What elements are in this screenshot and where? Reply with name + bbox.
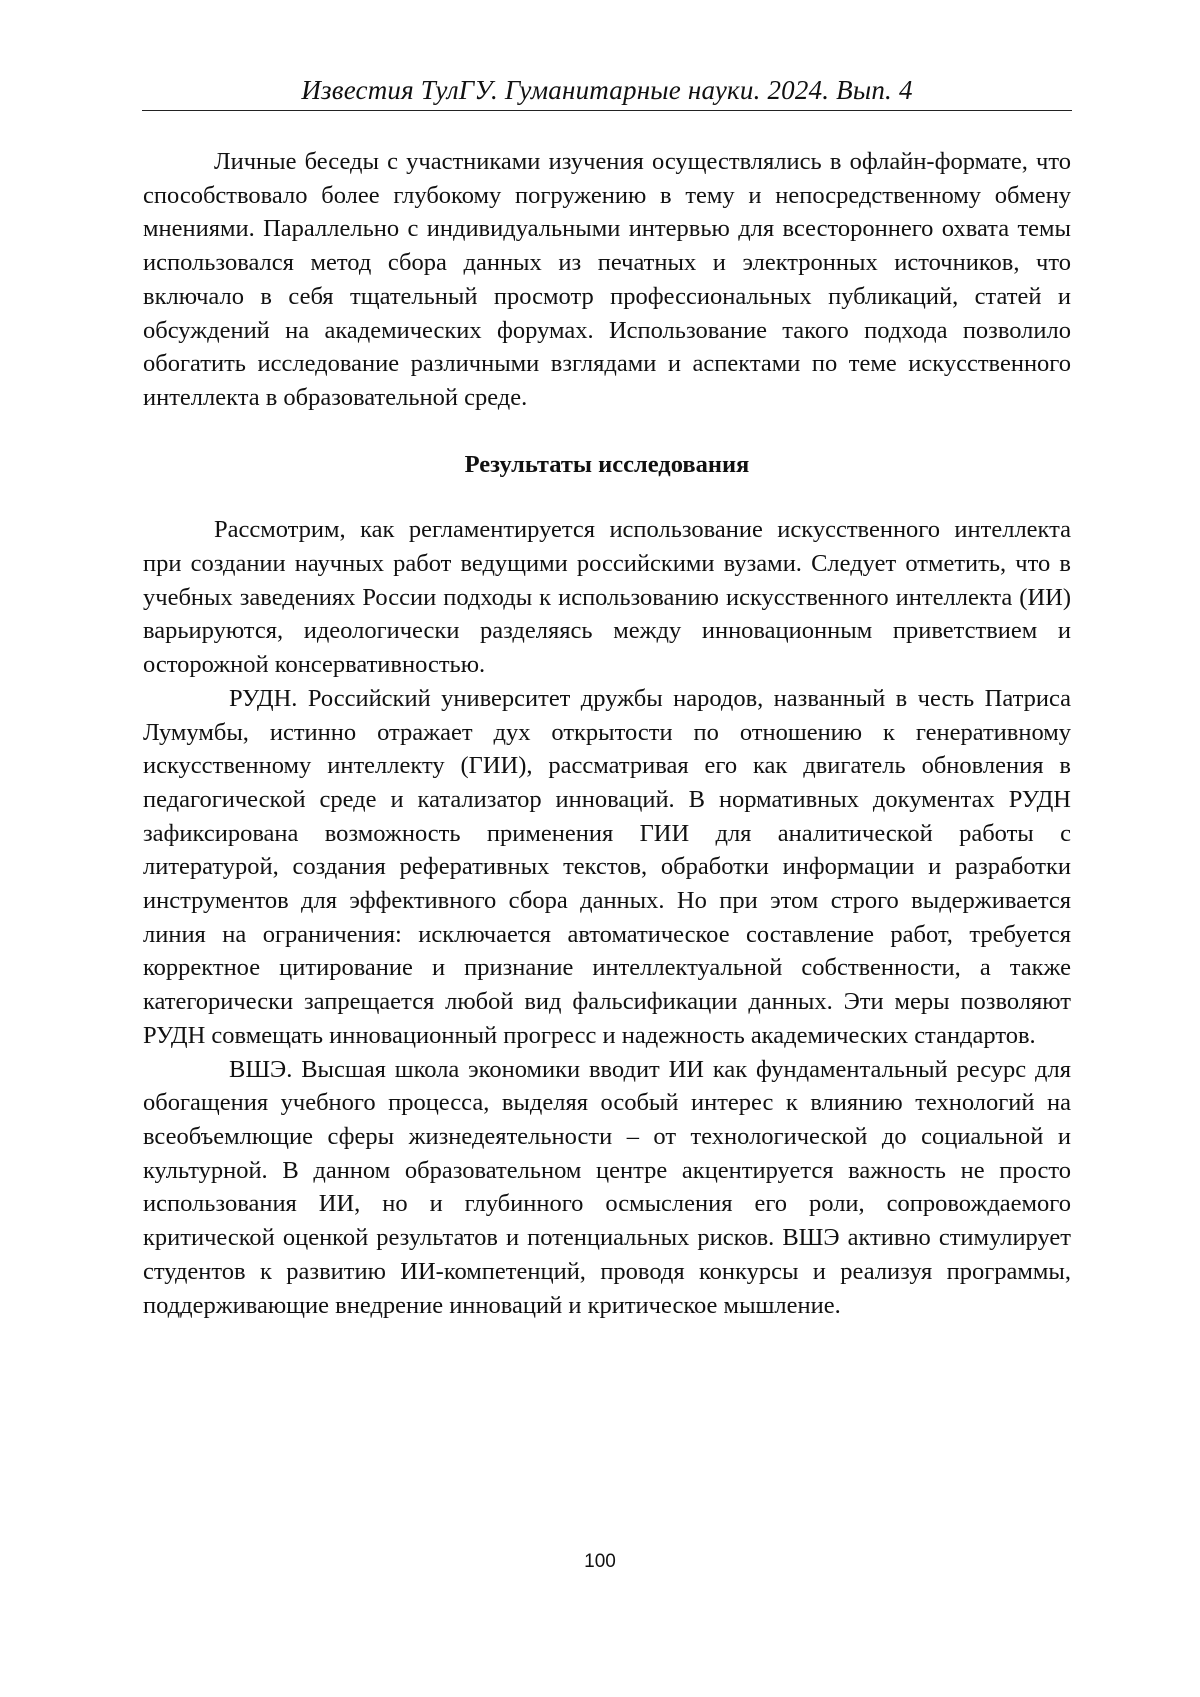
header-divider <box>142 110 1072 111</box>
running-header: Известия ТулГУ. Гуманитарные науки. 2024. Вып. 4 <box>301 75 913 105</box>
paragraph-introduction: Рассмотрим, как регламентируется использование искусственного интеллекта при создании научных работ ведущими российскими вузами. Следует отметить, что в учебных заведениях России подходы к использованию искусственного интеллекта (ИИ) варьируются, идеологически разделяясь между инновационным приветствием и осторожной консервативностью. <box>143 516 1071 679</box>
section-heading: Результаты исследования <box>464 450 750 478</box>
paragraph-hse: ВШЭ. Высшая школа экономики вводит ИИ как фундаментальный ресурс для обогащения учебного процесса, выделяя особый интерес к влиянию технологий на всеобъемлющие сферы жизнедеятельности – от технологической до социальной и культурной. В данном образовательном центре акцентируется важность не просто использования ИИ, но и глубинного осмысления его роли, сопровождаемого критической оценкой результатов и потенциальных рисков. ВШЭ активно стимулирует студентов к развитию ИИ-компетенций, проводя конкурсы и реализуя программы, поддерживающие внедрение инноваций и критическое мышление. <box>143 1055 1071 1319</box>
paragraph-interviews: Личные беседы с участниками изучения осуществлялись в офлайн-формате, что способствовало более глубокому погружению в тему и непосредственному обмену мнениями. Параллельно с индивидуальными интервью для всестороннего охвата темы использовался метод сбора данных из печатных и электронных источников, что включало в себя тщательный просмотр профессиональных публикаций, статей и обсуждений на академических форумах. Использование такого подхода позволило обогатить исследование различными взглядами и аспектами по теме искусственного интеллекта в образовательной среде. <box>143 148 1071 411</box>
body-text <box>143 145 1071 1322</box>
page-number: 100 <box>584 1551 616 1572</box>
paragraph-rudn: РУДН. Российский университет дружбы народов, названный в честь Патриса Лумумбы, истинно отражает дух открытости по отношению к генеративному искусственному интеллекту (ГИИ), рассматривая его как двигатель обновления в педагогической среде и катализатор инноваций. В нормативных документах РУДН зафиксирована возможность применения ГИИ для аналитической работы с литературой, создания реферативных текстов, обработки информации и разработки инструментов для эффективного сбора данных. Но при этом строго выдерживается линия на ограничения: исключается автоматическое составление работ, требуется корректное цитирование и признание интеллектуальной собственности, а также категорически запрещается любой вид фальсификации данных. Эти меры позволяют РУДН совмещать инновационный прогресс и надежность академических стандартов. <box>143 684 1071 1049</box>
